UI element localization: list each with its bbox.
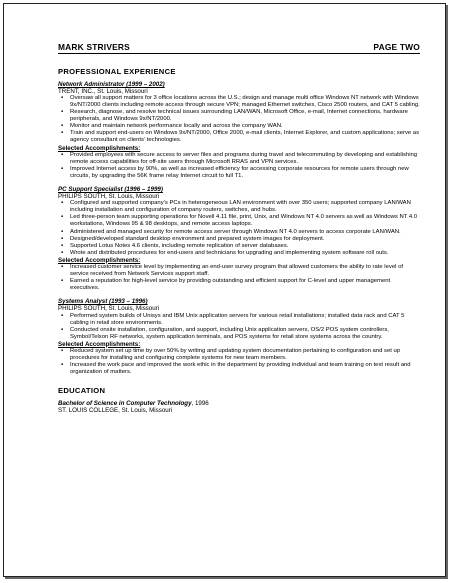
list-item: ▪ Oversaw all support matters for 3 office locations across the U.S.; design and manage multi office Windows NT network with Windows 9x/NT/2000 clients including remote access through secure VPN; managed Ethernet switches, Cisco 2500 routers, and CAT 5 cabling. — [70, 95, 420, 109]
list-item: ▪ Supported Lotus Notes 4.6 clients, including remote replication of server databases. — [70, 243, 420, 250]
job-duties-list — [58, 200, 420, 256]
list-item: ▪ Performed system builds of Unisys and IBM Unix application servers for various retail installations; installed data rack and CAT 5 cabling in retail store environments. — [70, 313, 420, 327]
accomplishments-list — [58, 152, 420, 180]
list-item: ▪ Research, diagnose, and resolve technical issues surrounding LAN/WAN, Microsoft Office, e-mail, Internet connections, hardware peripherals, and Windows 9x/NT/2000. — [70, 109, 420, 123]
list-item: ▪ Administered and managed security for remote access server through Windows NT 4.0 servers to access corporate LAN/WAN. — [70, 229, 420, 236]
accomplishments-list — [58, 348, 420, 376]
list-item: ▪ Increased the work pace and improved the work ethic in the department by providing individual and team training on text result and organization of matters. — [70, 362, 420, 376]
list-item: ▪ Provided employees with secure access to server files and programs during travel and telecommuting by developing and establishing remote access capabilities for off-site users through Microsoft RRAS and VPN services. — [70, 152, 420, 166]
resume-page — [3, 3, 446, 577]
list-item: ▪ Led three-person team supporting operations for Novell 4.11 file, print, Unix, and Windows NT 4.0 servers as well as Windows NT 4.0 workstations, Windows 95 & 98 desktops, and remote access laptops. — [70, 214, 420, 228]
list-item: ▪ Earned a reputation for high-level service by providing outstanding and efficient support for C-level and upper management executives. — [70, 278, 420, 292]
list-item: ▪ Reduced system set up time by over 50% by writing and updating system documentation pertaining to configuration and set up procedures for installing and configuring complete systems for new team members. — [70, 348, 420, 362]
resume-content — [58, 42, 420, 415]
job-company: PHILIPS SOUTH, St. Louis, Missouri — [58, 193, 160, 201]
job-company: TRENT, INC., St. Louis, Missouri — [58, 88, 148, 95]
job-title: Systems Analyst (1993 – 1996) — [58, 298, 148, 306]
page-number: PAGE TWO — [373, 42, 420, 52]
list-item: ▪ Configured and supported company’s PCs in heterogeneous LAN environment with over 350 users; supported company LAN/WAN including installation and configuration of company routers, switches, and hubs. — [70, 200, 420, 214]
list-item: ▪ Wrote and distributed procedures for end-users and technicians for upgrading and implementing system software roll outs. — [70, 250, 420, 257]
accomplishments-heading: Selected Accomplishments: — [58, 256, 141, 264]
school-name: ST. LOUIS COLLEGE, St. Louis, Missouri — [58, 407, 173, 415]
list-item: ▪ Monitor and maintain network performance locally and across the company WAN. — [70, 123, 420, 130]
list-item: ▪ Improved Internet access by 90%, as well as increased efficiency for accessing corporate resources for remote users through new circuits, by upgrading the 56K frame relay Internet circuit to full T1. — [70, 166, 420, 180]
accomplishments-list — [58, 264, 420, 292]
degree-name: Bachelor of Science in Computer Technology — [58, 400, 192, 408]
page-header — [58, 42, 420, 52]
job-company: PHILIPS SOUTH, St. Louis, Missouri — [58, 305, 160, 313]
list-item: ▪ Increased customer service level by implementing an end-user survey program that allowed customers the ability to rate level of service received from Network Services support staff. — [70, 264, 420, 278]
job-title: Network Administrator (1999 – 2002) — [58, 81, 165, 88]
job-title: PC Support Specialist (1996 – 1999) — [58, 186, 163, 194]
degree-line — [58, 400, 420, 407]
candidate-name: MARK STRIVERS — [58, 42, 130, 52]
accomplishments-heading: Selected Accomplishments: — [58, 340, 141, 348]
job-duties-list — [58, 313, 420, 341]
accomplishments-heading: Selected Accomplishments: — [58, 144, 141, 152]
list-item: ▪ Train and support end-users on Windows 9x/NT/2000, Office 2000, e-mail clients, Internet Explorer, and custom applications; serve as agency consultant on clients’ technologies. — [70, 130, 420, 144]
section-title-education: EDUCATION — [58, 386, 106, 396]
degree-year: , 1996 — [191, 400, 209, 408]
list-item: ▪ Conducted onsite installation, configuration, and support, including Unix application servers, OS/2 POS system controllers, Symbol/Telxon RF networks, system application terminals, and POS systems for retail store systems across the country. — [70, 327, 420, 341]
job-duties-list — [58, 95, 420, 144]
section-title-experience: PROFESSIONAL EXPERIENCE — [58, 67, 176, 76]
list-item: ▪ Designed/developed standard desktop environment and prepared system images for deployment. — [70, 236, 420, 243]
header-rule — [58, 53, 420, 54]
